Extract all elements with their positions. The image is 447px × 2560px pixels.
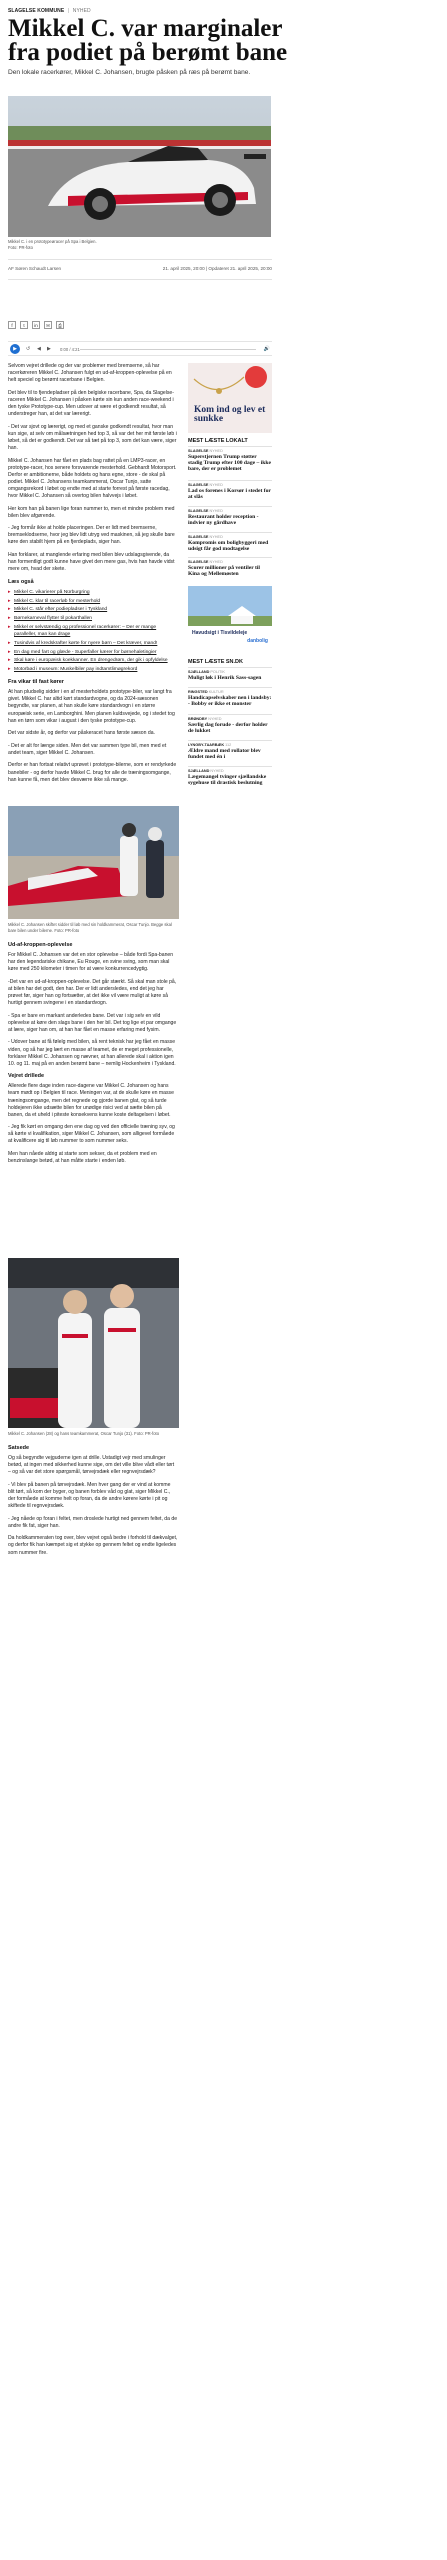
also-read-list <box>8 589 178 673</box>
also-read-link[interactable]: ▸ Mikkel er selvstændig og professionel racerkører: – Der er mange paralleller, man kan drage <box>8 624 178 638</box>
advertisement[interactable] <box>188 363 272 433</box>
paragraph: Det var sidste år, og derfor var påskeracet hans første sæson da. <box>8 730 155 737</box>
item-title[interactable]: Særlig dag forude - derfor holder de lukket <box>188 722 268 735</box>
divider <box>8 279 272 280</box>
previous-icon[interactable]: ◀ <box>37 346 41 352</box>
article-headline: Mikkel C. var marginaler fra podiet på berømt bane <box>8 15 288 66</box>
also-read-heading: Læs også <box>8 578 34 585</box>
ad-brand-logo: danbolig <box>247 638 268 644</box>
item-title[interactable]: Ældre mand med rollator blev fundet med én i <box>188 748 261 761</box>
most-read-sn-item[interactable] <box>188 769 272 786</box>
twitter-icon[interactable]: t <box>20 321 28 329</box>
also-read-link[interactable]: ▸ Mikkel C. står efter podiepladser i Tyskland <box>8 606 178 613</box>
item-type: NYHED <box>209 449 223 453</box>
section-heading: Vejret drillede <box>8 1073 45 1080</box>
section-link[interactable]: SLAGELSE KOMMUNE <box>8 8 65 14</box>
paragraph: - Det er alt for længe siden. Men det var sammen type bil, men med et andet team, siger Mikkel C. Johansen. <box>8 742 167 756</box>
divider <box>188 480 272 481</box>
item-type: NYHED <box>208 717 222 721</box>
publish-date: 21. april 2025, 20:00 | Opdateret 21. april 2025, 20:00 <box>162 266 272 271</box>
paragraph: Derfor er han fortsat relativt uprøvet i prototype-bilerne, som er rendyrkede banebiler - og derfor havde Mikkel C. brug for alle de træningsomgange, han kunne få, men det blev desværre ikke så mange. <box>8 762 177 783</box>
item-type: 112 <box>225 743 232 747</box>
paragraph: Men han nåede aldrig at starte som sekser, da et problem med en benzinslange betød, at han måtte starte i enden løb. <box>8 1151 157 1165</box>
article-image-drivers[interactable] <box>8 1258 179 1428</box>
subsection-label: NYHED <box>72 8 91 14</box>
section-heading: Ud-af-kroppen-oplevelse <box>8 942 73 948</box>
paragraph: - Vi blev på banen på tørvejrsdæk. Men hver gang der er vind at komme blit tørt, så kom der byger, og banen forblev våd og glat, siger Mikkel C., der formåede at komme helt op foran, da de andre kørere kørte i pit og skiftede til regnvejrsdæk. <box>8 1481 171 1510</box>
item-type: KULTUR <box>208 690 224 694</box>
item-kicker: RINGSTED <box>188 690 208 694</box>
item-type: NYHED <box>209 483 223 487</box>
paragraph: At han pludselig sidder i en af mesterholdets prototype-biler, var langt fra givet. Mikkel C. har altid kørt standardvogne, og da 2024-sæsonen begyndte, var planen, at han skulle køre standardvogn i en større europæisk serie, en Lamborghini. Men planen kuldsvejede, og i stedet tog han en tørn som vikar i august i den tyske prototype-cup. <box>8 689 175 724</box>
drivers-in-pit-illustration <box>8 806 179 919</box>
author[interactable]: AF Søren Schaudt Larsen <box>8 266 62 271</box>
divider <box>188 714 272 715</box>
player-time: 0:00 / 4:21 <box>60 346 80 352</box>
paragraph: For Mikkel C. Johansen var det en stor oplevelse – både fordi Spa-banen har den legendariske chikane, Eu Rouge, en svine sving, som man skal køre med 250 kilometer i timen for at være konkurrencedygtig. <box>8 952 174 973</box>
item-kicker: BRØNDBY <box>188 717 208 721</box>
paragraph: - Det var sjovt og lærerigt, og med et ganske godkendt resultat, hvor man kun sige, at selv om målsætningen hed top 3, så var det her mit første løb i løbet, så det er godkendt. Det var så tæt på top 3, som det kan være, siger han. <box>8 423 177 451</box>
divider <box>188 532 272 533</box>
also-read-link[interactable]: ▸ Mikkel C. vikarierer på Nürburgring <box>8 589 178 596</box>
divider <box>188 506 272 507</box>
item-kicker: LYNGBY-TAARBÆK <box>188 743 225 747</box>
also-read-link[interactable]: ▸ En dag med fart og glæde - Superfaller kærer for børnehaletingier <box>8 649 178 656</box>
item-type: NYHED <box>209 560 223 564</box>
article-body-1 <box>8 363 178 789</box>
most-read-local-heading: MEST LÆSTE LOKALT <box>188 438 248 444</box>
most-read-local-item[interactable] <box>188 483 272 500</box>
most-read-sn-item[interactable] <box>188 690 272 707</box>
ad-text: Kom ind og lev et sunkke <box>194 405 266 424</box>
item-kicker: SLAGELSE <box>188 449 209 453</box>
divider <box>188 766 272 767</box>
also-read-link[interactable]: ▸ Tusindvis af kredskrafter kørte for nyere børn – Det kræver, mand! <box>8 640 178 647</box>
item-title[interactable]: Lad os forenes i Korsør i stedet for at slås <box>188 488 271 501</box>
also-read-link[interactable]: ▸ Børnekarneval flytter til pokarthallen <box>8 615 178 622</box>
most-read-sn-item[interactable] <box>188 717 272 734</box>
most-read-local-item[interactable] <box>188 509 272 526</box>
drivers-image-caption: Mikkel C. Johansen (28) og hans teamkammerat, Oscar Tunjo (31). Foto: PR-foto <box>8 1431 160 1436</box>
article-kicker <box>8 8 91 14</box>
print-icon[interactable]: ⎙ <box>56 321 64 329</box>
item-kicker: SLAGELSE <box>188 535 209 539</box>
paragraph: - Jeg formår ikke at holde placeringen. Der er lidt med bremserne, bremseklodserne, hvor jeg blev lidt utryg ved maskinen, så jeg skulle bare køre den stabilt hjem på en fjerdeplads, siger han. <box>8 525 175 546</box>
progress-track[interactable] <box>80 349 256 350</box>
divider <box>188 557 272 558</box>
next-icon[interactable]: ▶ <box>47 346 51 352</box>
item-type: NYHED <box>210 769 224 773</box>
audio-player <box>8 341 272 356</box>
paragraph: Allerede flere dage inden race-dagene var Mikkel C. Johansen og hans team mødt op i Belgien til race. Meningen var, at de skulle køre en masse træningsomgange, men det regnede og gjorde banen glat, og så turde holdejeren ikke udsætte bilen for unødige risici ved at sætte bilen på banen, da et uheld i piteste konsekvens kunne koste deltagelsen i løbet. <box>8 1083 174 1118</box>
article-lead: Den lokale racerkører, Mikkel C. Johansen, brugte påsken på ræs på berømt bane. <box>8 69 251 76</box>
article-image-pit[interactable] <box>8 806 179 919</box>
divider <box>188 687 272 688</box>
article-body-3 <box>8 1443 178 1562</box>
pit-image-caption: Mikkel C. Johansen skiftet sidder til løb med sin holdkammerat, Oscar Tunjo. Begge skal bare bilen under bilerne. Foto: PR-foto <box>8 922 172 933</box>
item-kicker: SLAGELSE <box>188 483 209 487</box>
rewind-icon[interactable]: ↺ <box>26 346 31 352</box>
divider <box>188 667 272 668</box>
divider <box>8 259 272 260</box>
section-heading: Satsede <box>8 1445 30 1451</box>
two-drivers-illustration <box>8 1258 179 1428</box>
divider <box>188 740 272 741</box>
item-type: NYHED <box>209 509 223 513</box>
paragraph: - Spa er bare en markant anderledes bane. Det var i sig selv en vild oplevelse at køre den slags bane i den her bil. Det tog lige et par omgange at lære, siger han om, at han har fået en masse erfaring med fysim. <box>8 1012 177 1033</box>
paragraph: Da holdkammeraten tog over, blev vejret også bedre i forhold til dækvalget, og derfor fik han kæmpet sig et stykke op gennem feltet og endte ligeledes som nummer fire. <box>8 1535 178 1556</box>
most-read-local-item[interactable] <box>188 535 272 552</box>
paragraph: Han forklarer, at manglende erfaring med bilen blev udslagsgivende, da han formentligt godt kunne have givet den mere gas, hvis han havde vidst mere om, hvad der skete. <box>8 552 175 573</box>
paragraph: Her kom han på banen lige foran nummer to, men et mindre problem med bilen blev afgørende. <box>8 505 175 519</box>
paragraph: - Jeg nåede op foran i feltet, men droslede hurtigt ned gennem feltet, da de andre fik fat, siger han. <box>8 1515 178 1529</box>
item-title[interactable]: Muligt løk i Henrik Sass-sagen <box>188 675 262 681</box>
play-icon[interactable]: ▶ <box>10 344 20 354</box>
item-title[interactable]: Scorer millioner på ventiler til Kina og Mellemøsten <box>188 565 260 578</box>
item-title[interactable]: Lægemangel tvinger sjællandske sygehuse til drastisk beslutning <box>188 774 267 787</box>
email-icon[interactable]: ✉ <box>44 321 52 329</box>
linkedin-icon[interactable]: in <box>32 321 40 329</box>
item-kicker: SJÆLLAND <box>188 670 210 674</box>
most-read-sn-item[interactable] <box>188 670 272 681</box>
also-read-link[interactable]: ▸ Mikkel C. klar til racerløb for mesterhold <box>8 598 178 605</box>
item-type: POLITIK <box>210 670 225 674</box>
byline <box>8 266 272 271</box>
kicker-separator: | <box>67 8 70 14</box>
item-title[interactable]: Restaurant holder reception - indvier ny gårdhave <box>188 514 259 527</box>
section-heading: Fra vikar til fast kører <box>8 679 64 686</box>
article-body-2 <box>8 940 178 1171</box>
paragraph: -Det var en ud-af-kroppen-oplevelse. Det går stærkt. Så skal man stole på, at bilen har det godt, den har. Der er lidt andersledes, end det jeg har prøvet før, siger han og fortsætter, at det ikke vil være muligt at køre så hurtigt gennem svingene i en standardvogn. <box>8 978 177 1007</box>
race-car-illustration <box>8 96 271 237</box>
paragraph: Det blev til to fjendepladser på den belgiske racerbane, Spa, da Slagelse-raceren Mikkel C. Johansen i påsken kørte sin kun anden race-weekend i den tyske Prototype-cup. Men udover at være et godkendt resultat, så understreger han, at det var lærerigt. <box>8 389 174 418</box>
item-title[interactable]: Kompromis om boligbyggeri med udsigt får god modtagelse <box>188 540 269 553</box>
most-read-sn-heading: MEST LÆSTE SN.DK <box>188 659 244 665</box>
paragraph: Selvom vejret drillede og der var problemer med bremserne, så har racerkøreren Mikkel C. Johansen fulgt en ud-af-kroppen-oplevelse på en helt speciel og berømt racerbane i Belgien. <box>8 363 172 384</box>
item-title[interactable]: Handicapselvskaber nen i landsby: - Bobby er ikke et monster <box>188 695 272 708</box>
paragraph: - Jeg fik kørt en omgang den ene dag og ved den officielle træning syv, og så kørte vi kvalifikation, siger Mikkel C. Johansen, som alligevel formåede at kvalificere sig til løb nummer to som nummer seks. <box>8 1124 175 1145</box>
most-read-sn-item[interactable] <box>188 743 272 760</box>
advertisement[interactable] <box>188 586 272 648</box>
hero-image[interactable] <box>8 96 271 237</box>
item-type: NYHED <box>209 535 223 539</box>
also-read-link[interactable]: ▸ Motorbød i museum: Muskelbiler pay indtamtlimøgrekord <box>8 666 178 673</box>
paragraph: Mikkel C. Johansen har fået en plads bag rattet på en LMP3-racer, en prototype-racer, hos senere forsvarende mesterhold. Gebhardt Motorsport. Derfor er ambitionerne, både holdets og hans egne, store - de skal på podiet. Mikkel C. Johansens teamkammerat, Oscar Tunjo, satte omgangsrekord i løbet og endte med at starte forrest på første racedag, hvor Mikkel C. Johansen så overtog bilen halvvejs i løbet. <box>8 457 177 499</box>
hero-caption: Mikkel C. i en prototypeøracer på Spa i Belgien. Foto: PR-foto <box>8 239 97 250</box>
also-read-link[interactable]: ▸ Skal køre i europæisk koekkanner. En drengedrøm, der gik i opfyldelse <box>8 657 178 664</box>
divider <box>188 446 272 447</box>
facebook-icon[interactable]: f <box>8 321 16 329</box>
most-read-local-item[interactable] <box>188 449 272 473</box>
item-kicker: SJÆLLAND <box>188 769 210 773</box>
paragraph: - Udover bane at få følelg med bilen, så rent teknisk har jeg fået en masse viden, og så har jeg lært en masse af teamet, de er meget professionelle, forklarer Mikkel C. Johansen og nævner, at han allerede skal i aktion igen 10. og 11. maj på en anden berømt bane – nemlig Hockenheim i Tyskland. <box>8 1039 176 1067</box>
ad-text: Havudsigt i Tisvildeleje <box>192 630 248 636</box>
item-kicker: SLAGELSE <box>188 560 209 564</box>
paragraph: Og så begyndte vejguderne igen at drille. Ustadigt vejr med smulinger betød, at ingen med sikkerhed kunne sige, om det ville blive vådt eller tørt – og så var det store spørgsmål, tørvejrsdæk eller regnvejrsdæk? <box>8 1455 175 1476</box>
volume-icon[interactable]: 🔊 <box>263 346 270 352</box>
item-title[interactable]: Superstjernen Trump støtter stadig Trump efter 100 dage – ikke bare, der er problemet <box>188 454 271 473</box>
item-kicker: SLAGELSE <box>188 509 209 513</box>
most-read-local-item[interactable] <box>188 560 272 577</box>
